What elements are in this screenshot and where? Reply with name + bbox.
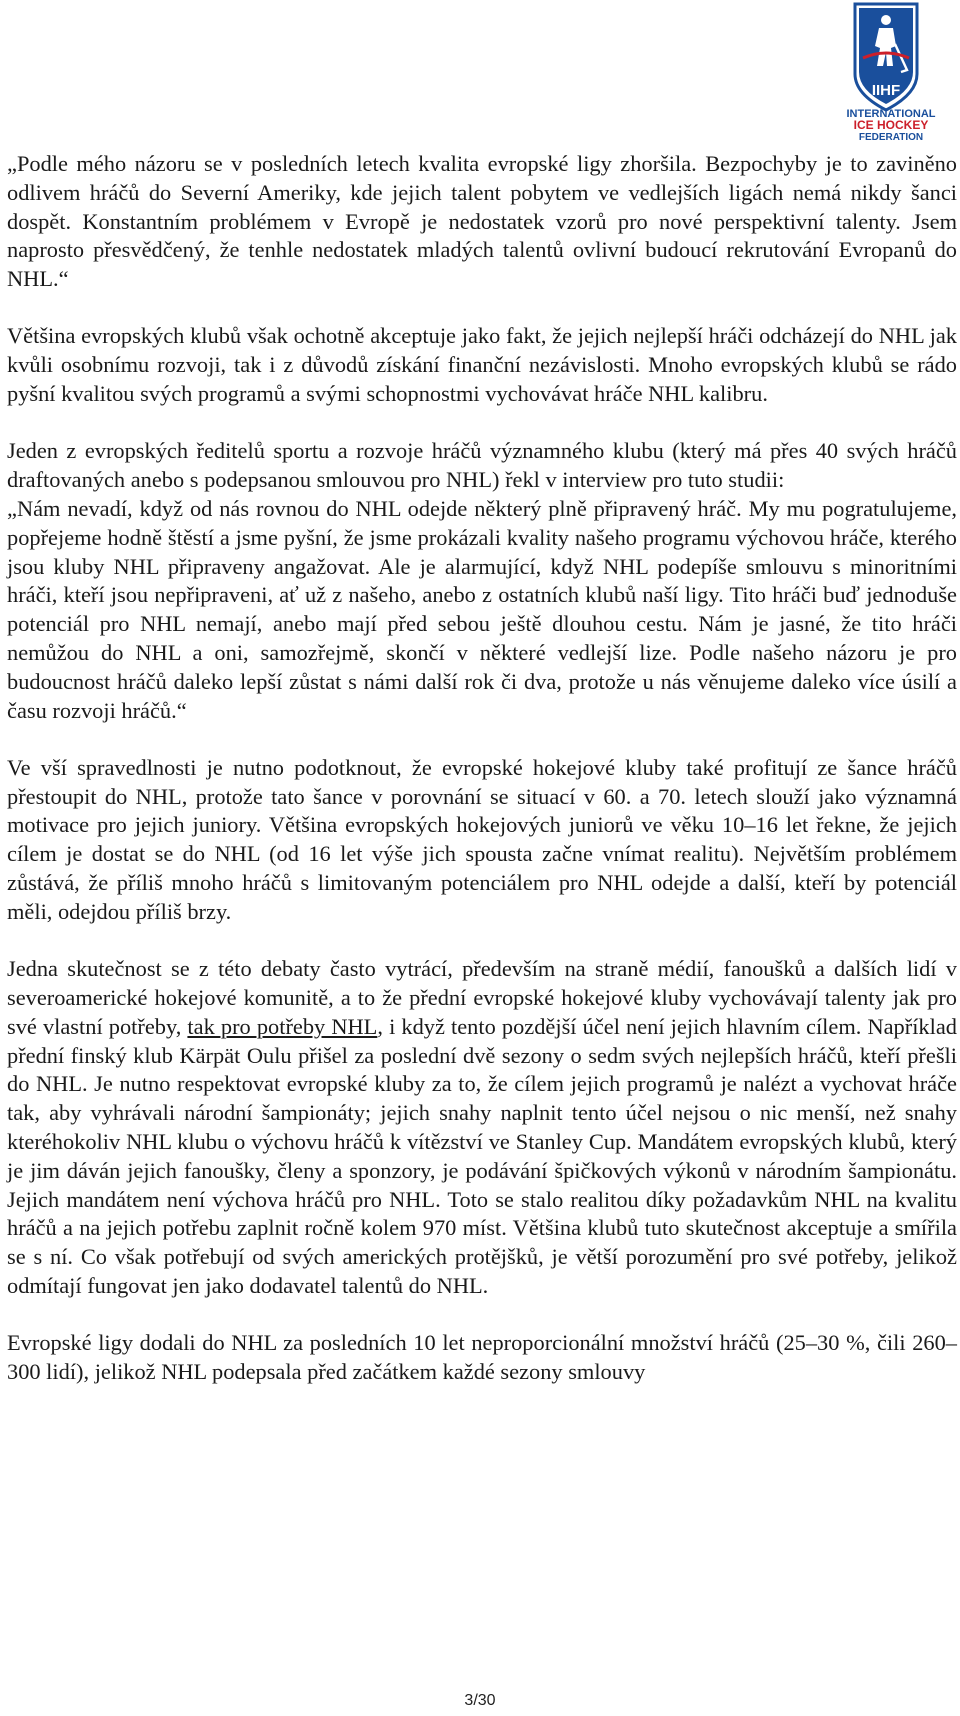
- iihf-logo: [833, 0, 955, 150]
- paragraph-3: Jeden z evropských ředitelů sportu a rozvoje hráčů významného klubu (který má přes 40 svých hráčů draftovaných anebo s podepsanou smlouvou pro NHL) řekl v interview pro tuto studii:: [7, 438, 957, 493]
- paragraph-quote-1: „Podle mého názoru se v posledních letech kvalita evropské ligy zhoršila. Bezpochyby je to zaviněno odlivem hráčů do Severní Ameriky, kde jejich talent pobytem ve vedlejších ligách nemá nikdy šanci dospět. Konstantním problémem v Evropě je nedostatek vzorů pro nové perspektivní talenty. Jsem naprosto přesvědčený, že tenhle nedostatek mladých talentů ovlivní budoucí rekrutování Evropanů do NHL.“: [7, 151, 957, 292]
- paragraph-6: [7, 955, 957, 1301]
- underlined-phrase: tak pro potřeby NHL: [187, 1013, 378, 1039]
- logo-line-1: INTERNATIONAL: [846, 108, 936, 120]
- paragraph-6-end: , i když tento pozdější účel není jejich hlavním cílem. Například přední finský klub Kärpät Oulu přišel za poslední dvě sezony o sedm svých nejlepších hráčů, kteří přešli do NHL. Je nutno respektovat evropské kluby za to, že cílem jejich programů je nalézt a vychovat hráče tak, aby vyhrávali národní šampionáty; jejich snahy naplnit tento účel nejsou o nic menší, než snahy kteréhokoliv NHL klubu o výchovu hráčů k vítězství ve Stanley Cup. Mandátem evropských klubů, který je jim dáván jejich fanoušky, členy a sponzory, je podávání špičkových výkonů v národním šampionátu. Jejich mandátem není výchova hráčů pro NHL. Toto se stalo realitou díky požadavkům NHL na kvalitu hráčů a na jejich potřebu zaplnit ročně kolem 970 míst. Většina klubů tuto skutečnost akceptuje a smířila se s ní. Co však potřebují od svých amerických protějšků, je větší porozumění pro své potřeby, jelikož odmítají fungovat jen jako dodavatel talentů do NHL.: [7, 1013, 957, 1298]
- paragraph-2: Většina evropských klubů však ochotně akceptuje jako fakt, že jejich nejlepší hráči odcházejí do NHL jak kvůli osobnímu rozvoji, tak i z důvodů získání finanční nezávislosti. Mnoho evropských klubů se rádo pyšní kvalitou svých programů a svými schopnostmi vychovávat hráče NHL kalibru.: [7, 323, 957, 407]
- hockey-player-shield-icon: [833, 0, 955, 150]
- page-number: 3/30: [464, 1692, 496, 1709]
- document-body: [7, 150, 957, 1387]
- logo-line-2: ICE HOCKEY: [853, 118, 929, 132]
- paragraph-5: Ve vší spravedlnosti je nutno podotknout, že evropské hokejové kluby také profitují ze šance hráčů přestoupit do NHL, protože tato šance v porovnání se situací v 60. a 70. letech slouží jako významná motivace pro jejich juniory. Většina evropských hokejových juniorů ve věku 10–16 let řekne, že jejich cílem je dostat se do NHL (od 16 let výše jich spousta začne vnímat realitu). Největším problémem zůstává, že příliš mnoho hráčů s limitovaným potenciálem pro NHL odejde a další, kteří by potenciál měli, odejdou příliš brzy.: [7, 754, 957, 924]
- logo-line-3: FEDERATION: [858, 132, 924, 143]
- paragraph-quote-2: „Nám nevadí, když od nás rovnou do NHL odejde některý plně připravený hráč. My mu pogratulujeme, popřejeme hodně štěstí a jsme pyšní, že jsme prokázali kvality našeho programu výchovou hráče, kterého jsou kluby NHL připraveny angažovat. Ale je alarmující, když NHL podepíše smlouvu s minoritními hráči, kteří jsou nepřipraveni, ať už z našeho, anebo z ostatních klubů naší ligy. Tito hráči buď jednoduše potenciál pro NHL nemají, anebo mají před sebou ještě dlouhou cestu. Nám je jasné, že tito hráči nemůžou do NHL a oni, samozřejmě, skončí v některé vedlejší lize. Podle našeho názoru je pro budoucnost hráčů daleko lepší zůstat s námi další rok či dva, protože u nás věnujeme daleko více úsilí a času rozvoji hráčů.“: [7, 495, 957, 723]
- paragraph-6-start: Jedna skutečnost se z této debaty často vytrácí, především na straně médií, fanoušků a dalších lidí v severoamerické hokejové komunitě, a to že přední evropské hokejové kluby vychovávají talenty jak pro své vlastní potřeby,: [7, 956, 957, 1039]
- logo-abbr: IIHF: [871, 82, 901, 99]
- paragraph-7: Evropské ligy dodali do NHL za posledních 10 let neproporcionální množství hráčů (25–30 %, čili 260–300 lidí), jelikož NHL podepsala před začátkem každé sezony smlouvy: [7, 1330, 957, 1384]
